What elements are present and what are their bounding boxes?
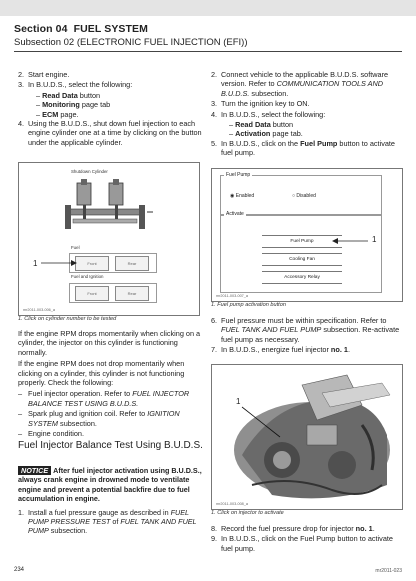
page-number: 234 [14,567,25,573]
section-title: Section 04 FUEL SYSTEM [14,23,148,35]
right-steps-top: 2. Connect vehicle to the applicable B.U.D.S. software version. Refer to COMMUNICATION TOOLS AND B.U.D.S. subsection. 3. Turn the ignition key to ON. 4. In B.U.D.S., select the following: – Read Data button – Activation page tab. 5. In B.U.D.S., click on the Fuel Pump button to activate fuel pump. [211,70,395,158]
subsection-title: Subsection 02 (ELECTRONIC FUEL INJECTION (EFI)) [14,37,248,48]
callout-arrow [41,259,77,267]
front-fuel-ignition-button[interactable]: Front [75,286,109,301]
activate-group-title: Activate [226,211,244,217]
callout-arrow [332,237,372,245]
figure-code: mr2011-003-008_a [216,502,249,506]
enabled-radio[interactable]: ◉ Enabled [230,193,255,199]
notice-badge: NOTICE [18,466,51,475]
header-rule [14,51,402,52]
callout-number: 1 [33,259,38,268]
right-steps-bottom: 8. Record the fuel pressure drop for injector no. 1. 9. In B.U.D.S., click on the Fuel Pump button to activate fuel pump. [211,524,393,553]
fuel-pump-group-title: Fuel Pump [226,172,251,178]
engine-crankshaft-drawing [63,179,153,241]
figure-code: mr2011-003-007_a [216,294,249,298]
shutdown-cylinder-figure [18,162,200,316]
right-steps-mid: 6. Fuel pressure must be within specification. Refer to FUEL TANK AND FUEL PUMP subsection. Re-activate fuel pump as necessary. 7. In B.U.D.S., energize fuel injector no. 1. [211,316,400,355]
figure-caption: 1. Click on cylinder number to be tested [18,316,117,322]
callout-number: 1 [372,235,377,244]
document-code: mr2011-023 [375,568,402,574]
accessory-relay-button[interactable]: Accessory Relay [262,271,342,284]
figure-caption: 1. Click on injector to activate [211,510,284,516]
fuel-pump-activation-figure [211,168,403,302]
rear-fuel-button[interactable]: Rear [115,256,149,271]
header-bar [0,0,416,16]
front-fuel-button[interactable]: Front [75,256,109,271]
callout-number: 1 [236,397,241,406]
left-notice-and-step: NOTICE After fuel injector activation using B.U.D.S., always crank engine in drowned mode to ventilate engine and prevent a potential backfire due to fuel accumulation in engine. 1. Install a fuel pressure gauge as described in FUEL PUMP PRESSURE TEST of FUEL TANK AND FUEL PUMP subsection. [18,466,202,536]
section-heading: Fuel Injector Balance Test Using B.U.D.S. [18,440,203,451]
shutdown-cylinder-title: Shutdown Cylinder [71,169,108,174]
figure-code: mr2011-003-006_a [23,308,56,312]
figure-caption: 1. Fuel pump activation button [211,302,286,308]
cooling-fan-button[interactable]: Cooling Fan [262,253,342,266]
engine-photo-drawing [212,365,402,509]
fuel-pump-button[interactable]: Fuel Pump [262,235,342,248]
rear-fuel-ignition-button[interactable]: Rear [115,286,149,301]
fuel-ignition-label: Fuel and Ignition [71,274,104,279]
left-steps-top: 2. Start engine. 3. In B.U.D.S., select the following: – Read Data button – Monitoring page tab – ECM page. 4. Using the B.U.D.S., shut down fuel injection to each engine cylinder one at a time by clicking on the button under the applicable cylinder. [18,70,202,147]
fuel-label: Fuel [71,245,80,250]
left-body: If the engine RPM drops momentarily when clicking on a cylinder, the injector on this cylinder is functioning normally. If the engine RPM does not drop momentarily when clicking on a cylinder, this cylinder is not functioning properly. Check the following: – Fuel injector operation. Refer to FUEL INJECTOR BALANCE TEST USING B.U.D.S. – Spark plug and ignition coil. Refer to IGNITION SYSTEM subsection. – Engine condition. [18,329,201,439]
disabled-radio[interactable]: ○ Disabled [292,193,316,199]
engine-injector-photo [211,364,403,510]
